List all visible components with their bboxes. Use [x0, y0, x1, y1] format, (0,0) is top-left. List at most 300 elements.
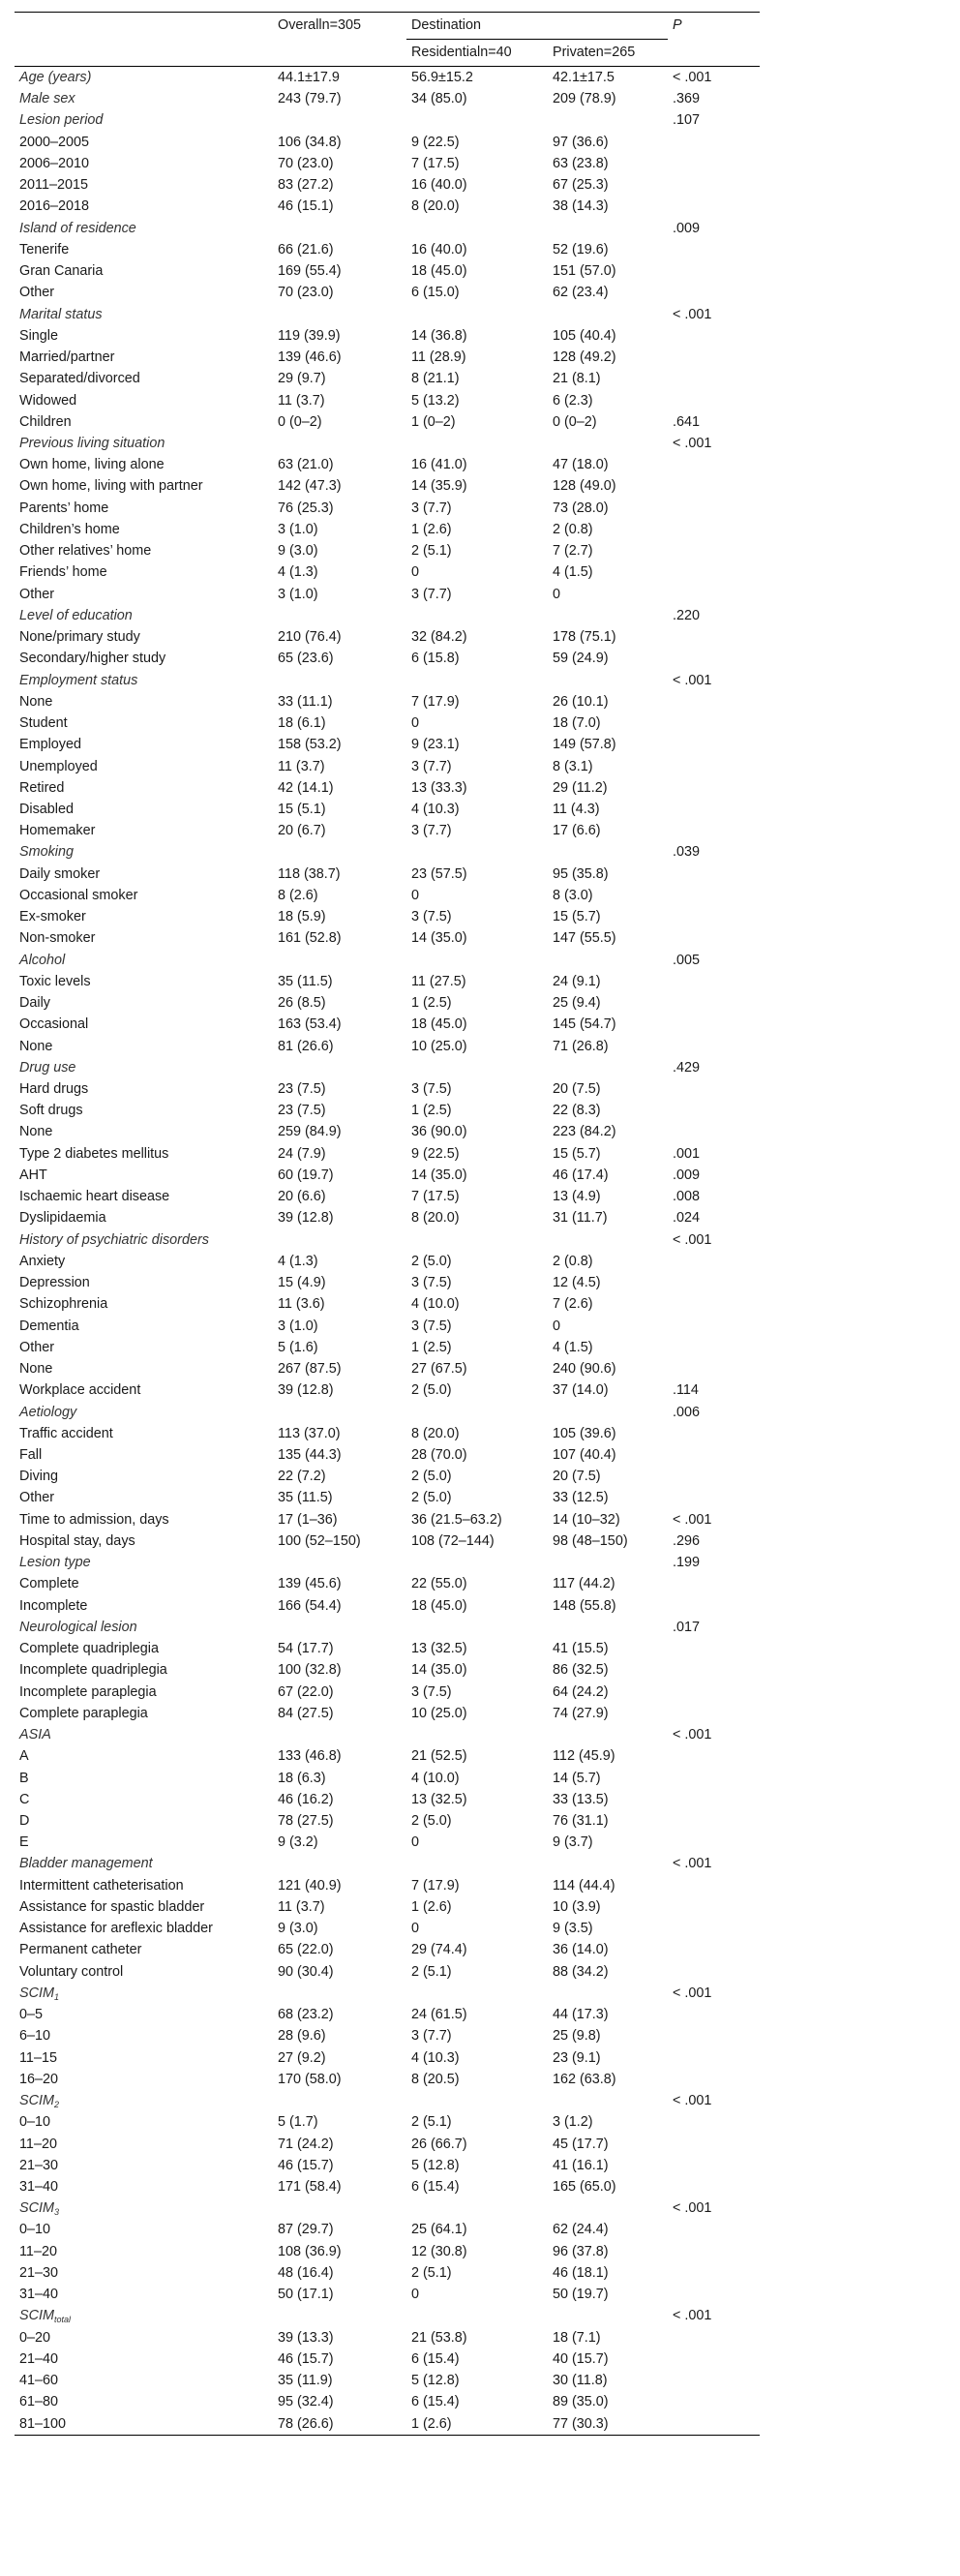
overall-cell: 243 (79.7) — [278, 91, 342, 107]
p-value-cell — [668, 2284, 760, 2305]
p-value-cell — [668, 1036, 760, 1057]
table-row — [15, 1379, 760, 1401]
private-cell: 59 (24.9) — [553, 651, 609, 667]
residential-cell: 3 (7.5) — [411, 909, 452, 925]
row-label — [15, 648, 273, 669]
overall-cell: 170 (58.0) — [278, 2071, 342, 2087]
p-value-cell — [668, 519, 760, 540]
row-label — [15, 2327, 273, 2349]
row-label-text: 16–20 — [19, 2071, 59, 2087]
private-cell: 38 (14.3) — [553, 198, 609, 215]
section-row — [15, 1617, 760, 1638]
row-label — [15, 1703, 273, 1724]
residential-cell: 13 (32.5) — [411, 1791, 467, 1807]
private-cell: 62 (24.4) — [553, 2222, 609, 2238]
p-value-cell — [668, 584, 760, 605]
overall-cell: 100 (32.8) — [278, 1662, 342, 1679]
row-label-text: Soft drugs — [19, 1103, 83, 1119]
private-cell: 21 (8.1) — [553, 371, 601, 387]
residential-cell: 21 (52.5) — [411, 1748, 467, 1765]
private-cell: 240 (90.6) — [553, 1361, 616, 1378]
row-label-subscript: total — [53, 2315, 71, 2325]
row-label-text: SCIM — [19, 1985, 54, 2001]
p-value-cell — [668, 820, 760, 841]
private-cell: 105 (40.4) — [553, 327, 616, 344]
private-cell — [548, 1057, 668, 1078]
overall-cell: 3 (1.0) — [278, 1318, 318, 1334]
overall-cell: 118 (38.7) — [278, 865, 341, 882]
row-label — [15, 132, 273, 153]
row-label-text: Other relatives’ home — [19, 543, 152, 560]
private-cell: 9 (3.5) — [553, 1921, 593, 1937]
overall-cell: 95 (32.4) — [278, 2394, 334, 2410]
overall-cell: 81 (26.6) — [278, 1038, 334, 1054]
row-label — [15, 1487, 273, 1508]
table-row — [15, 368, 760, 389]
header-blank-4 — [668, 40, 760, 67]
residential-cell: 2 (5.0) — [411, 1469, 452, 1485]
overall-cell: 15 (5.1) — [278, 801, 326, 817]
row-label-text: Other — [19, 1339, 54, 1355]
overall-cell — [273, 2090, 406, 2111]
row-label-text: Other — [19, 1490, 54, 1506]
residential-cell — [406, 2197, 548, 2219]
private-cell: 12 (4.5) — [553, 1275, 601, 1291]
row-label-text: Anxiety — [19, 1253, 66, 1269]
p-value-cell — [668, 1466, 760, 1487]
row-label — [15, 971, 273, 992]
residential-cell — [406, 670, 548, 691]
p-value-cell — [668, 260, 760, 282]
private-cell: 0 — [553, 586, 561, 602]
section-row — [15, 670, 760, 691]
table-row — [15, 260, 760, 282]
private-cell: 20 (7.5) — [553, 1081, 601, 1098]
table-row — [15, 1875, 760, 1896]
p-value-cell — [668, 712, 760, 734]
overall-cell: 166 (54.4) — [278, 1597, 342, 1614]
overall-cell: 9 (3.2) — [278, 1834, 318, 1851]
p-value-cell — [668, 864, 760, 885]
row-label — [15, 1100, 273, 1121]
table-row — [15, 454, 760, 475]
table-row — [15, 648, 760, 669]
overall-cell: 42 (14.1) — [278, 779, 334, 796]
residential-cell: 7 (17.9) — [411, 693, 460, 710]
table-row — [15, 1768, 760, 1789]
table-row — [15, 561, 760, 583]
private-cell: 2 (0.8) — [553, 521, 593, 537]
row-label — [15, 2047, 273, 2069]
p-value-cell — [668, 561, 760, 583]
row-label — [15, 1293, 273, 1315]
row-label — [15, 2069, 273, 2090]
overall-cell: 259 (84.9) — [278, 1124, 342, 1140]
residential-cell — [406, 2090, 548, 2111]
section-row — [15, 109, 760, 131]
overall-cell: 4 (1.3) — [278, 1253, 318, 1269]
row-label-subscript: 1 — [53, 1991, 59, 2002]
row-label — [15, 454, 273, 475]
overall-cell: 90 (30.4) — [278, 1963, 334, 1980]
overall-cell: 35 (11.5) — [278, 973, 333, 989]
row-label — [15, 1573, 273, 1594]
private-cell: 148 (55.8) — [553, 1597, 616, 1614]
private-cell: 145 (54.7) — [553, 1016, 616, 1033]
row-label-text: Intermittent catheterisation — [19, 1877, 184, 1894]
data-table — [15, 12, 760, 2436]
p-value-cell — [668, 906, 760, 927]
p-value-cell — [668, 648, 760, 669]
row-label — [15, 1036, 273, 1057]
private-cell: 41 (15.5) — [553, 1641, 609, 1657]
row-label — [15, 820, 273, 841]
row-label-text: 11–20 — [19, 2243, 57, 2259]
row-label — [15, 1939, 273, 1960]
row-label-text: Other — [19, 586, 54, 602]
private-cell: 41 (16.1) — [553, 2157, 609, 2173]
private-cell: 14 (5.7) — [553, 1770, 601, 1786]
row-label-text: Children’s home — [19, 521, 120, 537]
overall-cell: 20 (6.7) — [278, 823, 326, 839]
p-value-cell — [668, 626, 760, 648]
table-row — [15, 864, 760, 885]
header-destination: Destination — [406, 13, 668, 40]
row-label-text: 11–20 — [19, 2136, 57, 2152]
overall-cell: 27 (9.2) — [278, 2049, 326, 2066]
p-value-cell: .199 — [673, 1555, 701, 1571]
private-cell: 2 (0.8) — [553, 1253, 593, 1269]
residential-cell: 2 (5.1) — [411, 2114, 452, 2131]
private-cell: 8 (3.1) — [553, 758, 593, 774]
section-row — [15, 1552, 760, 1573]
table-row — [15, 799, 760, 820]
p-value-cell — [668, 1918, 760, 1939]
row-label — [15, 2349, 273, 2370]
p-value-cell: .107 — [673, 112, 701, 129]
residential-cell — [406, 1724, 548, 1745]
row-label — [15, 498, 273, 519]
private-cell: 47 (18.0) — [553, 457, 609, 473]
overall-cell: 67 (22.0) — [278, 1683, 334, 1700]
residential-cell: 13 (33.3) — [411, 779, 467, 796]
residential-cell: 6 (15.0) — [411, 285, 460, 301]
residential-cell: 5 (13.2) — [411, 392, 460, 409]
residential-cell: 8 (20.0) — [411, 1210, 460, 1227]
row-label — [15, 519, 273, 540]
private-cell — [548, 218, 668, 239]
table-body — [15, 67, 760, 2436]
private-cell: 24 (9.1) — [553, 973, 601, 989]
row-label-text: Drug use — [19, 1059, 76, 1076]
overall-cell: 119 (39.9) — [278, 327, 341, 344]
row-label — [15, 1423, 273, 1444]
overall-cell: 18 (5.9) — [278, 909, 326, 925]
p-value-cell — [668, 1682, 760, 1703]
row-label — [15, 2197, 273, 2219]
private-cell: 4 (1.5) — [553, 1339, 593, 1355]
residential-cell: 3 (7.7) — [411, 2028, 452, 2045]
p-value-cell — [668, 1745, 760, 1767]
private-cell: 0 — [553, 1318, 561, 1334]
overall-cell — [273, 1229, 406, 1251]
row-label-text: B — [19, 1770, 29, 1786]
row-label-text: Other — [19, 285, 54, 301]
table-row — [15, 906, 760, 927]
row-label-text: 2006–2010 — [19, 155, 90, 171]
p-value-cell — [668, 1487, 760, 1508]
private-cell — [548, 1552, 668, 1573]
residential-cell: 25 (64.1) — [411, 2222, 467, 2238]
row-label — [15, 540, 273, 561]
p-value-cell — [668, 1573, 760, 1594]
p-value-cell — [668, 132, 760, 153]
p-value-cell: < .001 — [673, 435, 712, 451]
p-value-cell — [668, 196, 760, 217]
row-label-text: Alcohol — [19, 952, 66, 968]
row-label — [15, 1186, 273, 1207]
row-label-text: 2016–2018 — [19, 198, 90, 215]
private-cell: 33 (12.5) — [553, 1490, 609, 1506]
row-label — [15, 2391, 273, 2412]
overall-cell: 17 (1–36) — [278, 1511, 338, 1528]
residential-cell: 0 — [411, 2287, 420, 2303]
private-cell — [548, 304, 668, 325]
table-row — [15, 712, 760, 734]
row-label — [15, 109, 273, 131]
table-row — [15, 1573, 760, 1594]
residential-cell: 3 (7.7) — [411, 586, 452, 602]
p-value-cell — [668, 1703, 760, 1724]
row-label — [15, 1251, 273, 1272]
p-value-cell: < .001 — [673, 672, 712, 688]
table-row — [15, 498, 760, 519]
row-label-text: 0–10 — [19, 2114, 51, 2131]
overall-cell: 18 (6.1) — [278, 715, 326, 732]
row-label-text: Own home, living with partner — [19, 478, 203, 495]
overall-cell — [273, 1617, 406, 1638]
private-cell — [548, 2305, 668, 2326]
residential-cell — [406, 2305, 548, 2326]
row-label — [15, 906, 273, 927]
row-label — [15, 2025, 273, 2046]
row-label — [15, 1789, 273, 1810]
residential-cell: 2 (5.0) — [411, 1812, 452, 1829]
row-label — [15, 1444, 273, 1466]
p-value-cell — [668, 2111, 760, 2133]
section-row — [15, 950, 760, 971]
residential-cell: 1 (2.6) — [411, 521, 452, 537]
row-label — [15, 864, 273, 885]
header-private: Privaten=265 — [548, 40, 668, 67]
overall-cell: 121 (40.9) — [278, 1877, 342, 1894]
row-label-text: Permanent catheter — [19, 1942, 142, 1958]
p-value-cell — [668, 239, 760, 260]
private-cell: 149 (57.8) — [553, 737, 616, 753]
residential-cell: 26 (66.7) — [411, 2136, 467, 2152]
residential-cell: 0 — [411, 887, 420, 903]
table-row — [15, 282, 760, 303]
private-cell: 74 (27.9) — [553, 1705, 609, 1721]
row-label — [15, 1014, 273, 1035]
overall-cell: 11 (3.7) — [278, 758, 325, 774]
row-label — [15, 670, 273, 691]
row-label-text: 2000–2005 — [19, 134, 90, 150]
residential-cell — [406, 1229, 548, 1251]
residential-cell: 4 (10.3) — [411, 2049, 460, 2066]
table-row — [15, 2047, 760, 2069]
p-value-cell — [668, 2047, 760, 2069]
row-label-text: AHT — [19, 1167, 47, 1183]
private-cell: 46 (17.4) — [553, 1167, 609, 1183]
private-cell: 31 (11.7) — [553, 1210, 608, 1227]
overall-cell: 26 (8.5) — [278, 995, 326, 1012]
row-label-text: D — [19, 1812, 30, 1829]
row-label — [15, 1121, 273, 1142]
table-row — [15, 2219, 760, 2240]
residential-cell — [406, 433, 548, 454]
header-residential: Residentialn=40 — [406, 40, 548, 67]
residential-cell: 5 (12.8) — [411, 2373, 460, 2389]
residential-cell: 2 (5.1) — [411, 1963, 452, 1980]
residential-cell: 5 (12.8) — [411, 2157, 460, 2173]
private-cell — [548, 1229, 668, 1251]
row-label — [15, 2176, 273, 2197]
private-cell — [548, 670, 668, 691]
row-label — [15, 239, 273, 260]
row-label-text: Hospital stay, days — [19, 1532, 135, 1549]
residential-cell: 14 (35.0) — [411, 1662, 467, 1679]
p-value-cell: < .001 — [673, 1511, 712, 1528]
row-label — [15, 777, 273, 799]
row-label — [15, 153, 273, 174]
private-cell — [548, 433, 668, 454]
overall-cell: 11 (3.7) — [278, 1898, 325, 1915]
row-label-text: SCIM — [19, 2093, 54, 2109]
overall-cell: 63 (21.0) — [278, 457, 334, 473]
overall-cell — [273, 1724, 406, 1745]
private-cell: 63 (23.8) — [553, 155, 609, 171]
residential-cell — [406, 841, 548, 863]
residential-cell: 23 (57.5) — [411, 865, 467, 882]
p-value-cell: .024 — [673, 1210, 701, 1227]
row-label-text: Occasional smoker — [19, 887, 138, 903]
private-cell: 9 (3.7) — [553, 1834, 593, 1851]
p-value-cell — [668, 174, 760, 196]
row-label-text: 21–30 — [19, 2264, 59, 2281]
table-row — [15, 885, 760, 906]
residential-cell: 8 (20.0) — [411, 198, 460, 215]
table-row — [15, 1466, 760, 1487]
residential-cell: 27 (67.5) — [411, 1361, 467, 1378]
private-cell: 25 (9.8) — [553, 2028, 601, 2045]
table-row — [15, 971, 760, 992]
residential-cell: 14 (35.0) — [411, 930, 467, 947]
section-row — [15, 605, 760, 626]
p-value-cell — [668, 1272, 760, 1293]
table-row — [15, 927, 760, 949]
overall-cell: 5 (1.6) — [278, 1339, 318, 1355]
residential-cell: 8 (21.1) — [411, 371, 460, 387]
section-row — [15, 218, 760, 239]
p-value-cell — [668, 1251, 760, 1272]
overall-cell — [273, 1552, 406, 1573]
p-value-cell — [668, 1078, 760, 1100]
row-label-text: Previous living situation — [19, 435, 165, 451]
row-label-text: Disabled — [19, 801, 74, 817]
private-cell: 64 (24.2) — [553, 1683, 609, 1700]
overall-cell: 23 (7.5) — [278, 1081, 326, 1098]
p-value-cell — [668, 777, 760, 799]
residential-cell: 0 — [411, 1834, 420, 1851]
table-row — [15, 691, 760, 712]
row-label-text: Dyslipidaemia — [19, 1210, 106, 1227]
table-row — [15, 1659, 760, 1681]
row-label-text: Marital status — [19, 306, 103, 322]
p-value-cell: < .001 — [673, 1727, 712, 1743]
row-label-text: Gran Canaria — [19, 263, 104, 280]
overall-cell: 68 (23.2) — [278, 2007, 334, 2023]
header-row-1 — [15, 13, 760, 40]
p-value-cell — [668, 2176, 760, 2197]
overall-cell: 78 (27.5) — [278, 1812, 334, 1829]
residential-cell — [406, 1057, 548, 1078]
overall-cell: 158 (53.2) — [278, 737, 342, 753]
residential-cell: 11 (27.5) — [411, 973, 466, 989]
private-cell: 147 (55.5) — [553, 930, 616, 947]
private-cell: 13 (4.9) — [553, 1189, 601, 1205]
p-value-cell — [668, 756, 760, 777]
private-cell: 18 (7.1) — [553, 2329, 601, 2346]
overall-cell: 3 (1.0) — [278, 586, 318, 602]
p-value-cell — [668, 1316, 760, 1337]
overall-cell: 106 (34.8) — [278, 134, 342, 150]
overall-cell: 60 (19.7) — [278, 1167, 334, 1183]
residential-cell: 6 (15.4) — [411, 2350, 460, 2367]
p-value-cell — [668, 734, 760, 755]
residential-cell: 108 (72–144) — [411, 1532, 495, 1549]
p-value-cell — [668, 1444, 760, 1466]
overall-cell: 163 (53.4) — [278, 1016, 342, 1033]
row-label-text: A — [19, 1748, 29, 1765]
overall-cell: 65 (23.6) — [278, 651, 334, 667]
row-label-text: 31–40 — [19, 2178, 59, 2195]
p-value-cell: .008 — [673, 1189, 701, 1205]
p-value-cell — [668, 1100, 760, 1121]
row-label — [15, 1617, 273, 1638]
private-cell: 4 (1.5) — [553, 564, 593, 581]
p-value-cell — [668, 1358, 760, 1379]
residential-cell: 14 (35.9) — [411, 478, 467, 495]
table-row — [15, 1143, 760, 1165]
table-header — [15, 13, 760, 67]
residential-cell: 22 (55.0) — [411, 1576, 467, 1592]
row-label — [15, 561, 273, 583]
overall-cell: 142 (47.3) — [278, 478, 342, 495]
residential-cell: 29 (74.4) — [411, 1942, 467, 1958]
table-row — [15, 519, 760, 540]
residential-cell — [406, 109, 548, 131]
overall-cell — [273, 841, 406, 863]
residential-cell: 32 (84.2) — [411, 629, 467, 646]
row-label-text: Daily — [19, 995, 50, 1012]
table-row — [15, 1509, 760, 1530]
residential-cell: 9 (23.1) — [411, 737, 460, 753]
private-cell: 209 (78.9) — [553, 91, 616, 107]
table-row — [15, 1036, 760, 1057]
residential-cell: 34 (85.0) — [411, 91, 467, 107]
overall-cell: 8 (2.6) — [278, 887, 318, 903]
